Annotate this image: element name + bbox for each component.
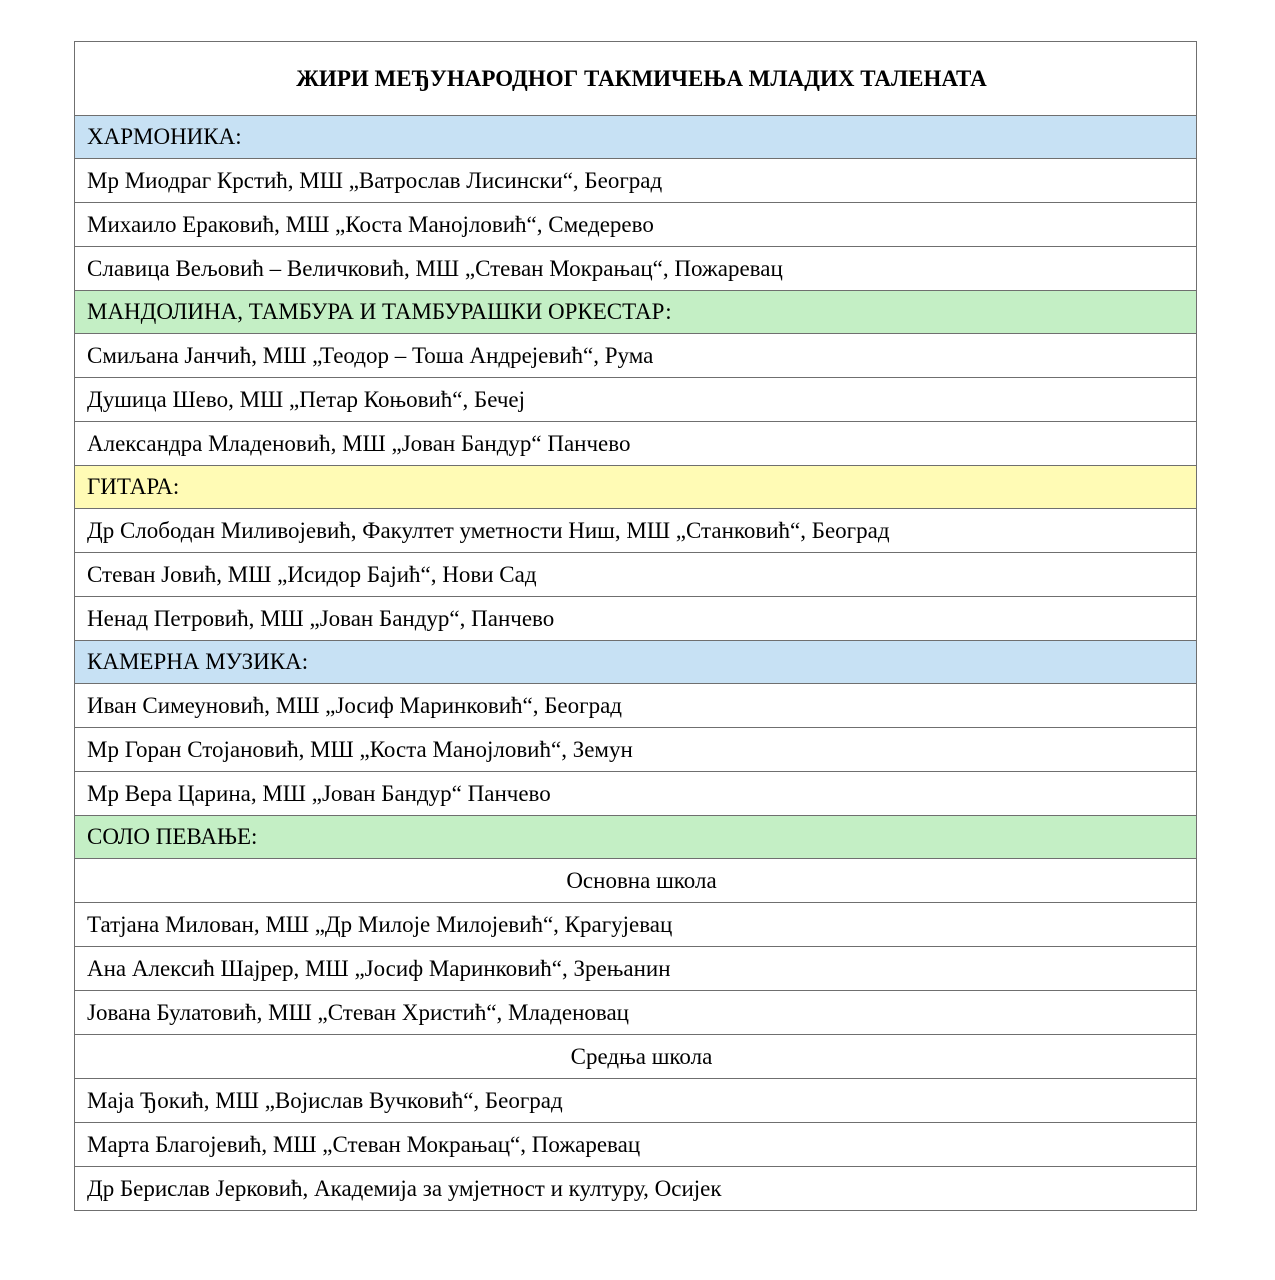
jury-member: Стеван Јовић, МШ „Исидор Бајић“, Нови Сад bbox=[75, 553, 1197, 597]
table-row bbox=[75, 728, 1197, 772]
jury-member: Др Слободан Миливојевић, Факултет уметности Ниш, МШ „Станковић“, Београд bbox=[75, 509, 1197, 553]
jury-member: Мр Вера Царина, МШ „Јован Бандур“ Панчево bbox=[75, 772, 1197, 816]
jury-member: Др Берислав Јерковић, Академија за умјетност и културу, Осијек bbox=[75, 1167, 1197, 1211]
jury-member: Јована Булатовић, МШ „Стеван Христић“, Младеновац bbox=[75, 991, 1197, 1035]
jury-table bbox=[74, 41, 1197, 1211]
table-row bbox=[75, 1167, 1197, 1211]
table-row bbox=[75, 203, 1197, 247]
jury-member: Александра Младеновић, МШ „Јован Бандур“ Панчево bbox=[75, 422, 1197, 466]
jury-member: Душица Шево, МШ „Петар Коњовић“, Бечеј bbox=[75, 378, 1197, 422]
section-heading-accordion: ХАРМОНИКА: bbox=[75, 116, 1197, 159]
jury-member: Иван Симеуновић, МШ „Јосиф Маринковић“, Београд bbox=[75, 684, 1197, 728]
jury-member: Мр Горан Стојановић, МШ „Коста Манојловић“, Земун bbox=[75, 728, 1197, 772]
section-heading-mandolin: МАНДОЛИНА, ТАМБУРА И ТАМБУРАШКИ ОРКЕСТАР: bbox=[75, 291, 1197, 334]
jury-member: Мр Миодраг Крстић, МШ „Ватрослав Лисински“, Београд bbox=[75, 159, 1197, 203]
jury-member: Ненад Петровић, МШ „Јован Бандур“, Панчево bbox=[75, 597, 1197, 641]
jury-member: Марта Благојевић, МШ „Стеван Мокрањац“, Пожаревац bbox=[75, 1123, 1197, 1167]
section-row-mandolin bbox=[75, 291, 1197, 334]
table-row bbox=[75, 772, 1197, 816]
document-title: ЖИРИ МЕЂУНАРОДНОГ ТАКМИЧЕЊА МЛАДИХ ТАЛЕНАТА bbox=[75, 42, 1197, 116]
subheading-primary-school: Основна школа bbox=[75, 859, 1197, 903]
jury-member: Маја Ђокић, МШ „Војислав Вучковић“, Београд bbox=[75, 1079, 1197, 1123]
table-row bbox=[75, 247, 1197, 291]
jury-member: Славица Вељовић – Величковић, МШ „Стеван Мокрањац“, Пожаревац bbox=[75, 247, 1197, 291]
subheading-row-primary-school bbox=[75, 859, 1197, 903]
section-row-guitar bbox=[75, 466, 1197, 509]
section-heading-solo-singing: СОЛО ПЕВАЊЕ: bbox=[75, 816, 1197, 859]
subheading-row-secondary-school bbox=[75, 1035, 1197, 1079]
table-row bbox=[75, 597, 1197, 641]
section-row-solo-singing bbox=[75, 816, 1197, 859]
table-row bbox=[75, 422, 1197, 466]
jury-member: Михаило Ераковић, МШ „Коста Манојловић“, Смедерево bbox=[75, 203, 1197, 247]
table-row bbox=[75, 903, 1197, 947]
subheading-secondary-school: Средња школа bbox=[75, 1035, 1197, 1079]
jury-member: Смиљана Јанчић, МШ „Теодор – Тоша Андрејевић“, Рума bbox=[75, 334, 1197, 378]
section-heading-guitar: ГИТАРА: bbox=[75, 466, 1197, 509]
table-row bbox=[75, 1123, 1197, 1167]
jury-member: Ана Алексић Шајрер, МШ „Јосиф Маринковић“, Зрењанин bbox=[75, 947, 1197, 991]
table-row bbox=[75, 991, 1197, 1035]
table-row bbox=[75, 947, 1197, 991]
section-row-chamber-music bbox=[75, 641, 1197, 684]
table-row bbox=[75, 159, 1197, 203]
section-heading-chamber-music: КАМЕРНА МУЗИКА: bbox=[75, 641, 1197, 684]
jury-member: Татјана Милован, МШ „Др Милоје Милојевић“, Крагујевац bbox=[75, 903, 1197, 947]
table-row bbox=[75, 334, 1197, 378]
table-row bbox=[75, 684, 1197, 728]
title-row bbox=[75, 42, 1197, 116]
table-row bbox=[75, 1079, 1197, 1123]
section-row-accordion bbox=[75, 116, 1197, 159]
table-row bbox=[75, 509, 1197, 553]
table-row bbox=[75, 553, 1197, 597]
table-row bbox=[75, 378, 1197, 422]
